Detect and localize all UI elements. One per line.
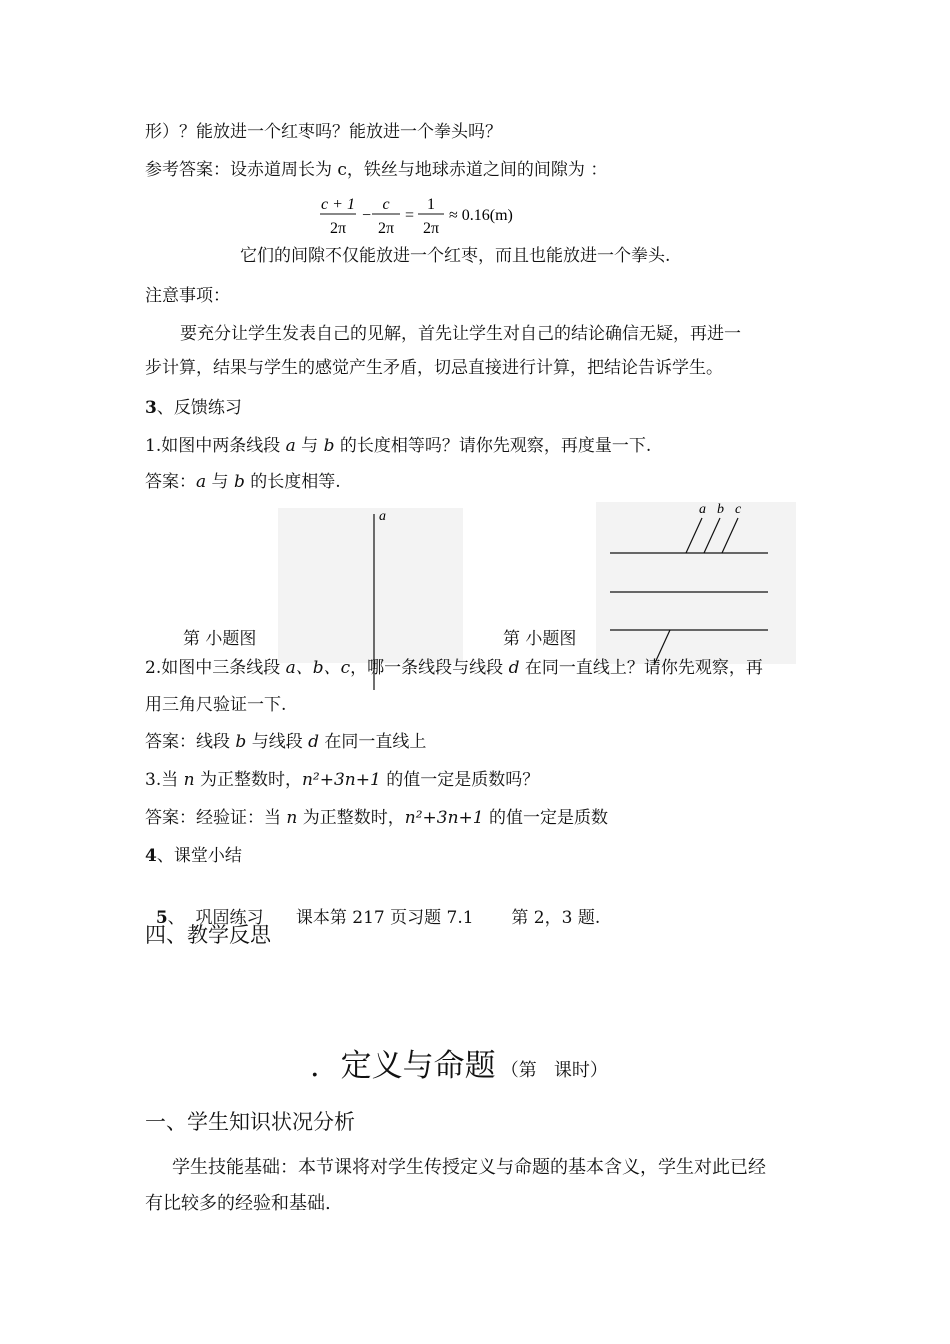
lesson-title: [310, 1040, 608, 1085]
section-label: 、课堂小结: [156, 846, 242, 866]
text: 的长度相等.: [244, 472, 341, 492]
text: 的长度相等吗？请你先观察，再度量一下.: [334, 436, 652, 456]
var: d: [508, 658, 520, 678]
expression: n²+3n+1: [404, 808, 484, 828]
section-number: 3: [145, 398, 157, 418]
expression: n²+3n+1: [301, 770, 381, 790]
fraction-numerator: c: [382, 196, 390, 213]
var: n: [183, 770, 195, 790]
gap-formula: [318, 192, 528, 238]
text: 在同一直线上: [319, 732, 427, 752]
analysis-heading: 一、学生知识状况分析: [145, 1110, 355, 1134]
text: 与: [206, 472, 234, 492]
segment-label-c: c: [735, 502, 742, 517]
fraction-denominator: 2π: [377, 220, 395, 237]
text: 答案：经验证：当: [145, 808, 287, 828]
segment-label-b: b: [717, 502, 724, 517]
answer-3: [145, 806, 608, 830]
figure-2-caption: 第 小题图: [503, 629, 577, 649]
section-number: 4: [145, 846, 157, 866]
text-line: 要充分让学生发表自己的见解，首先让学生对自己的结论确信无疑，再进一: [180, 324, 741, 344]
text-line: 用三角尺验证一下.: [145, 695, 287, 715]
approx-value: ≈ 0.16(m): [449, 207, 513, 224]
var: a、b、c: [285, 658, 351, 678]
minus-sign: −: [362, 207, 372, 224]
text-line: 它们的间隙不仅能放进一个红枣，而且也能放进一个拳头.: [240, 246, 671, 266]
title-dot: .: [310, 1049, 320, 1084]
title-sub: （第 课时）: [500, 1060, 608, 1081]
text: 答案：线段: [145, 732, 236, 752]
question-3: [145, 768, 539, 792]
var: b: [233, 472, 245, 492]
fraction-denominator: 2π: [329, 220, 347, 237]
section-label: 、反馈练习: [156, 398, 242, 418]
question-1: [145, 434, 651, 458]
text-line: 注意事项：: [145, 286, 230, 306]
text: 答案：: [145, 472, 196, 492]
text-line: 参考答案：设赤道周长为 c，铁丝与地球赤道之间的间隙为 ：: [145, 160, 608, 180]
fraction-numerator: c + 1: [321, 196, 355, 213]
var: d: [308, 732, 319, 752]
var: a: [196, 472, 207, 492]
figure-1-caption: 第 小题图: [183, 629, 257, 649]
text: 为正整数时，: [297, 808, 405, 828]
equals-sign: =: [405, 207, 415, 224]
fraction-denominator: 2π: [422, 220, 440, 237]
text: 为正整数时，: [194, 770, 302, 790]
question-2: [145, 656, 763, 680]
reflection-heading: 四、教学反思: [145, 923, 271, 947]
var: a: [285, 436, 296, 456]
text: 1.如图中两条线段: [145, 436, 286, 456]
segment-label-a: a: [379, 509, 386, 524]
section-label: 、 巩固练习 课本第 217 页习题 7.1 第 2，3 题.: [167, 908, 601, 928]
text: 的值一定是质数: [483, 808, 609, 828]
text-line: 步计算，结果与学生的感觉产生矛盾，切忌直接进行计算，把结论告诉学生。: [145, 358, 723, 378]
text-line: 形）？能放进一个红枣吗？能放进一个拳头吗？: [145, 122, 502, 142]
text: 3.当: [145, 770, 184, 790]
answer-2: [145, 730, 426, 754]
text: 与: [295, 436, 324, 456]
paragraph-line: 学生技能基础：本节课将对学生传授定义与命题的基本含义，学生对此已经: [172, 1157, 766, 1178]
segment-label-a: a: [699, 502, 706, 517]
title-main: 定义与命题: [340, 1048, 496, 1084]
text: 与线段: [246, 732, 309, 752]
fraction-numerator: 1: [427, 196, 435, 213]
var: b: [235, 732, 247, 752]
text: 的值一定是质数吗？: [380, 770, 540, 790]
section-heading: [145, 396, 242, 420]
var: n: [286, 808, 298, 828]
section-heading: [145, 844, 242, 868]
text: 2.如图中三条线段: [145, 658, 286, 678]
text: 在同一直线上？请你先观察，再: [519, 658, 763, 678]
answer-1: [145, 470, 341, 494]
paragraph-line: 有比较多的经验和基础.: [145, 1193, 331, 1214]
var: b: [323, 436, 335, 456]
section-number: 5: [155, 908, 168, 928]
text: ，哪一条线段与线段: [350, 658, 509, 678]
